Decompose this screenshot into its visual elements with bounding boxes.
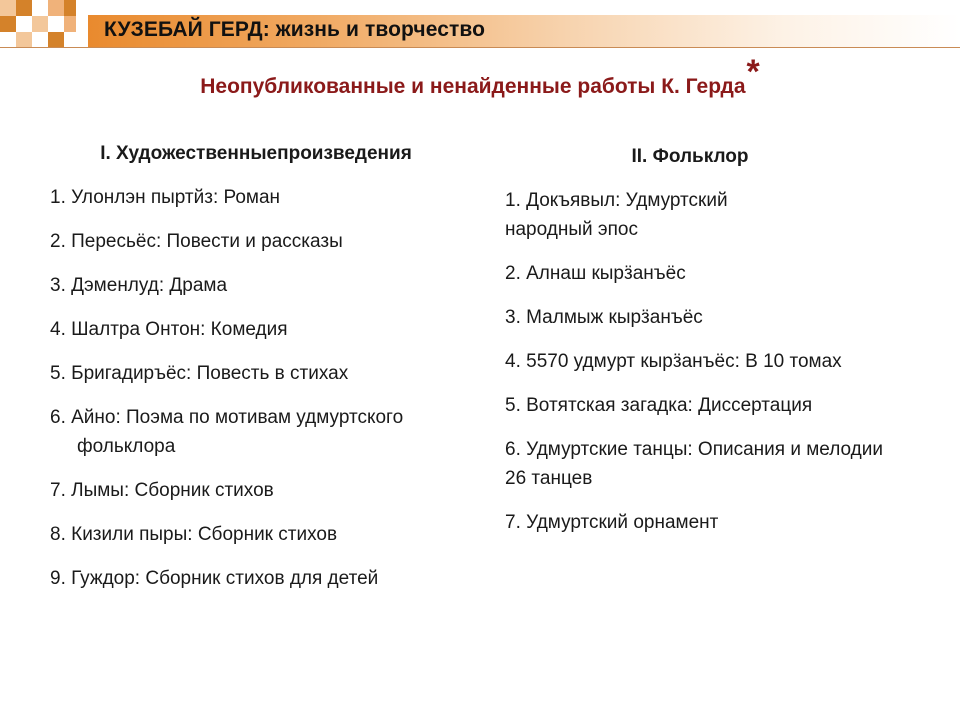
list-item: 3. Дэменлуд: Драма <box>50 275 228 296</box>
list-item: 3. Малмыж кырӟанъёс <box>505 307 703 328</box>
list-item: 7. Удмуртский орнамент <box>505 512 719 533</box>
right-column-heading: II. Фольклор <box>631 146 749 167</box>
list-item: 6. Удмуртские танцы: Описания и мелодии 26 танцев <box>505 439 883 489</box>
deco-square <box>0 0 16 16</box>
right-column <box>505 142 905 552</box>
header-title: КУЗЕБАЙ ГЕРД: жизнь и творчество <box>104 18 486 41</box>
list-item: 5. Вотятская загадка: Диссертация <box>505 395 813 416</box>
deco-square <box>48 0 64 16</box>
deco-square <box>64 0 76 16</box>
list-item: 7. Лымы: Сборник стихов <box>50 480 274 501</box>
footnote-mark: * <box>746 53 760 91</box>
list-item: 8. Кизили пыры: Сборник стихов <box>50 524 338 545</box>
left-column <box>50 139 480 608</box>
left-column-heading: I. Художественныепроизведения <box>100 143 412 164</box>
subtitle-text: Неопубликованные и ненайденные работы К. Герда <box>200 75 746 98</box>
deco-square <box>16 32 32 47</box>
list-item: 5. Бригадиръёс: Повесть в стихах <box>50 363 349 384</box>
deco-square <box>0 16 16 32</box>
list-item: 1. Улонлэн пыртйз: Роман <box>50 187 281 208</box>
deco-square <box>16 0 32 16</box>
list-item: 1. Докъявыл: Удмуртский народный эпос <box>505 190 728 240</box>
list-item: 6. Айно: Поэма по мотивам удмуртского фольклора <box>50 407 404 457</box>
deco-square <box>64 16 76 32</box>
list-item: 9. Гуждор: Сборник стихов для детей <box>50 568 379 589</box>
deco-square <box>48 32 64 47</box>
list-item: 2. Алнаш кырӟанъёс <box>505 263 686 284</box>
list-item: 4. 5570 удмурт кырӟанъёс: В 10 томах <box>505 351 842 372</box>
list-item: 2. Пересьёс: Повести и рассказы <box>50 231 343 252</box>
deco-square <box>32 16 48 32</box>
list-item: 4. Шалтра Онтон: Комедия <box>50 319 288 340</box>
page-subtitle <box>0 53 960 99</box>
header-divider <box>0 47 960 48</box>
